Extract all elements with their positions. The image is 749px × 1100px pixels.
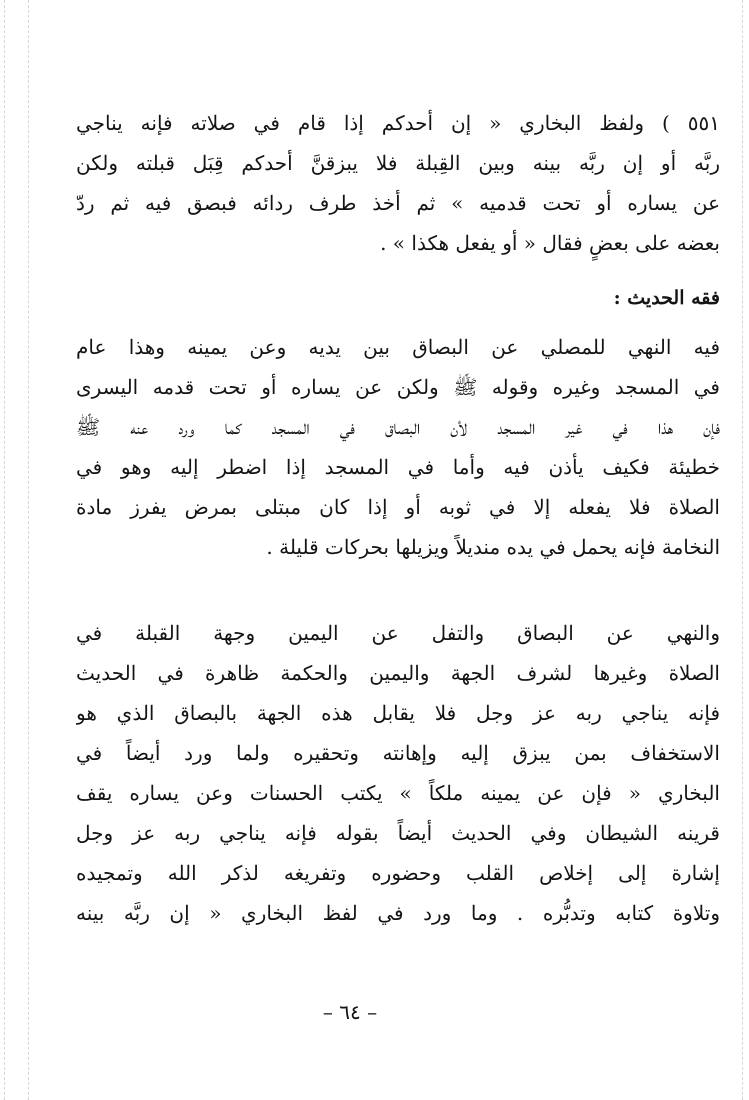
scan-border-line [4, 0, 5, 1100]
text-line: فيه النهي للمصلي عن البصاق بين يديه وعن يمينه وهذا عام [76, 335, 720, 359]
page-number: – ٦٤ – [322, 1000, 378, 1024]
text-line: الاستخفاف بمن يبزق إليه وإهانته وتحقيره ولما ورد أيضاً في [76, 741, 720, 765]
text-line: البخاري « فإن عن يمينه ملكاً » يكتب الحسنات وعن يساره يقف [76, 781, 720, 805]
text-line: وتلاوة كتابه وتدبُّره . وما ورد في لفظ البخاري « إن ربَّه بينه [76, 901, 720, 925]
text-line: خطيئة فكيف يأذن فيه وأما في المسجد إذا اضطر إليه وهو في [76, 455, 720, 479]
hadith-text [76, 103, 720, 263]
paragraph-2 [76, 613, 720, 933]
paragraph-1 [76, 327, 720, 567]
text-line: والنهي عن البصاق والتفل عن اليمين وجهة القبلة في [76, 621, 720, 645]
text-line: فإن هذا في غير المسجد لأن البصاق في المسجد كما ورد عنه ﷺ [76, 415, 720, 439]
scan-border-line [742, 0, 743, 1100]
text-line: الصلاة وغيرها لشرف الجهة واليمين والحكمة ظاهرة في الحديث [76, 661, 720, 685]
text-line: في المسجد وغيره وقوله ﷺ ولكن عن يساره أو تحت قدمه اليسرى [76, 375, 720, 399]
text-line: فإنه يناجي ربه عز وجل فلا يقابل هذه الجهة بالبصاق الذي هو [76, 701, 720, 725]
text-line: الصلاة فلا يفعله إلا في ثوبه أو إذا كان مبتلى بمرض يفرز مادة [76, 495, 720, 519]
text-line: ٥٥١ ) ولفظ البخاري « إن أحدكم إذا قام في صلاته فإنه يناجي [76, 111, 720, 135]
text-line: النخامة فإنه يحمل في يده منديلاً ويزيلها بحركات قليلة . [266, 535, 720, 559]
text-line: ربَّه أو إن ربَّه بينه وبين القِبلة فلا يبزقنَّ أحدكم قِبَل قبلته ولكن [76, 151, 720, 175]
text-line: بعضه على بعضٍ فقال « أو يفعل هكذا » . [380, 231, 720, 255]
scan-border-line [28, 0, 29, 1100]
text-line: قرينه الشيطان وفي الحديث أيضاً بقوله فإنه يناجي ربه عز وجل [76, 821, 720, 845]
section-heading: فقه الحديث : [613, 287, 720, 309]
text-line: عن يساره أو تحت قدميه » ثم أخذ طرف ردائه فبصق فيه ثم ردّ [76, 191, 720, 215]
text-line: إشارة إلى إخلاص القلب وحضوره وتفريغه لذكر الله وتمجيده [76, 861, 720, 885]
